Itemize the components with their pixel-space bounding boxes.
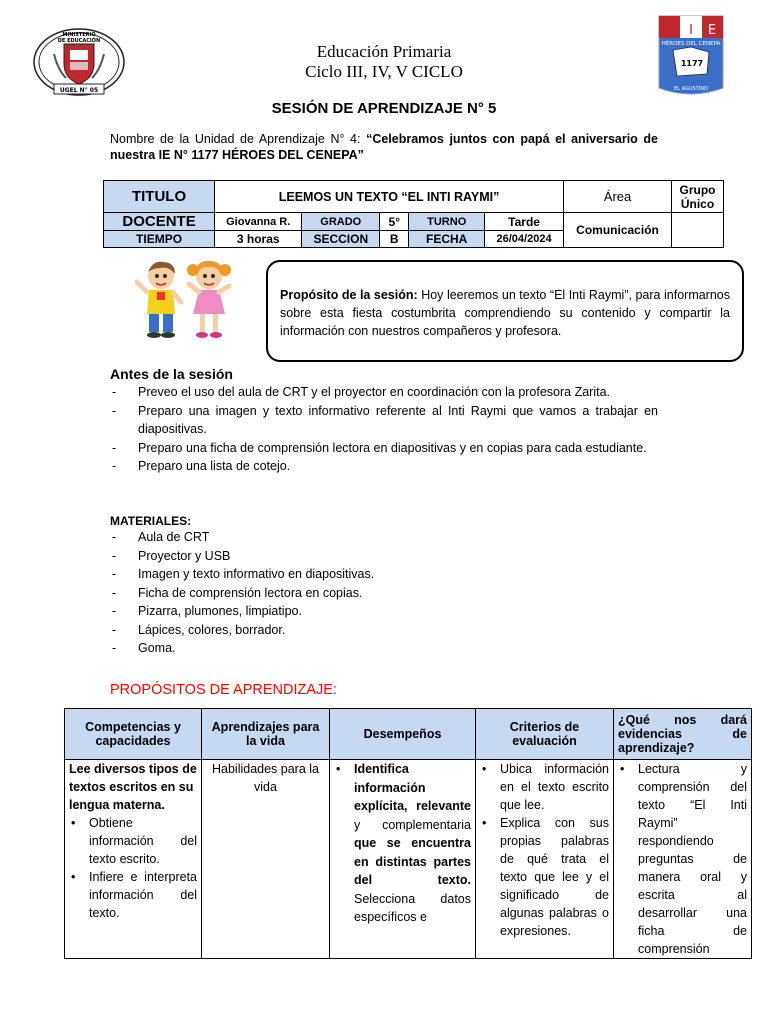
grado-label: GRADO [302,213,380,231]
area-value: Comunicación [564,213,672,248]
materiales-list [112,528,658,658]
aprendizaje-cell: Habilidades para la vida [202,760,330,959]
criterio-item: • Explica con sus propias palabras de qué trata el texto que lee y el significado de algunas palabras o expresiones. [480,814,609,940]
list-item: - Preparo una imagen y texto informativo referente al Inti Raymi que vamos a trabajar en diapositivas. [112,402,658,439]
list-item: - Preveo el uso del aula de CRT y el proyector en coordinación con la profesora Zarita. [112,383,658,402]
competencias-table [64,708,752,959]
propositos-title: PROPÓSITOS DE APRENDIZAJE: [110,682,337,698]
capacidad-item: • Obtiene información del texto escrito. [69,814,197,868]
list-item: - Proyector y USB [112,547,658,566]
logo-letter-i: I [689,23,693,38]
list-item: - Ficha de comprensión lectora en copias. [112,584,658,603]
logo-ministerio-line2: DE EDUCACIÓN [57,38,101,44]
desempeno-normal-2: Selecciona datos específicos e [354,891,471,924]
fecha-value: 26/04/2024 [485,231,564,248]
tiempo-value: 3 horas [215,231,302,248]
header-desempenos: Desempeños [330,709,476,760]
titulo-value: LEEMOS UN TEXTO “EL INTI RAYMI” [215,181,564,213]
criterio-item: • Ubica información en el texto escrito que lee. [480,760,609,814]
list-item: - Pizarra, plumones, limpiatipo. [112,602,658,621]
list-item: - Preparo una lista de cotejo. [112,457,658,476]
capacidad-item: • Infiere e interpreta información del texto. [69,868,197,922]
purpose-box [266,260,744,362]
purpose-text: Hoy leeremos un texto “El Inti Raymi”, para informarnos sobre esta fiesta costumbrita comprendiendo su contenido y compartir la información con nuestros compañeros y profesora. [280,288,731,338]
header-criterios: Criterios de evaluación [476,709,614,760]
list-item: - Preparo una ficha de comprensión lectora en diapositivas y en copias para cada estudiante. [112,439,658,458]
list-item: - Goma. [112,639,658,658]
unit-prefix: Nombre de la Unidad de Aprendizaje N° 4: [110,132,367,146]
area-label: Área [564,181,672,213]
grupo-label: Grupo Único [672,181,724,213]
materiales-title: MATERIALES: [110,514,192,528]
grado-value: 5° [380,213,409,231]
list-item: - Aula de CRT [112,528,658,547]
desempeno-bold-2: que se encuentra en distintas partes del texto. [354,836,471,887]
header-line1: Educación Primaria [316,42,452,61]
unit-title: “Celebramos juntos con papá el aniversario de nuestra IE N° 1177 HÉROES DEL CENEPA” [110,132,658,162]
turno-value: Tarde [485,213,564,231]
tiempo-label: TIEMPO [104,231,215,248]
seccion-value: B [380,231,409,248]
purpose-label: Propósito de la sesión: [280,288,418,302]
logo-letter-e: E [707,23,717,38]
logo-number: 1177 [680,59,704,68]
header-competencias: Competencias y capacidades [65,709,202,760]
session-title: SESIÓN DE APRENDIZAJE N° 5 [271,100,497,117]
header-aprendizajes: Aprendizajes para la vida [202,709,330,760]
fecha-label: FECHA [409,231,485,248]
docente-label: DOCENTE [104,213,215,231]
antes-title: Antes de la sesión [110,366,233,382]
seccion-label: SECCION [302,231,380,248]
competencia-title: Lee diversos tipos de textos escritos en su lengua materna. [69,762,197,812]
evidencia-item: • Lectura y comprensión del texto “El Inti Raymi” respondiendo preguntas de manera oral y escrita al desarrollar una ficha de comprensión [618,760,747,958]
kids-illustration [133,258,238,340]
grupo-value [672,213,724,248]
desempeno-bold-1: Identifica información explícita, relevante [354,762,471,813]
logo-ministerio-line1: MINISTERIO [62,32,96,38]
competencias-cell [65,760,202,959]
unit-name [110,131,658,163]
criterios-cell [476,760,614,959]
antes-list [112,383,658,476]
header-evidencias: ¿Qué nos dará evidencias de aprendizaje? [614,709,752,760]
evidencia-cell [614,760,752,959]
logo-banner: HÉROES DEL CENEPA [661,41,721,47]
logo-bottom: EL AGUSTINO [674,86,708,92]
list-item: - Imagen y texto informativo en diapositivas. [112,565,658,584]
titulo-label: TITULO [104,181,215,213]
turno-label: TURNO [409,213,485,231]
docente-value: Giovanna R. [215,213,302,231]
desempeno-cell [330,760,476,959]
info-table [103,180,724,248]
logo-ugel-ribbon: UGEL N° 05 [59,87,99,94]
school-logo [657,14,725,100]
header-line2: Ciclo III, IV, V CICLO [305,62,463,81]
list-item: - Lápices, colores, borrador. [112,621,658,640]
desempeno-normal-1: y complementaria [354,817,471,832]
